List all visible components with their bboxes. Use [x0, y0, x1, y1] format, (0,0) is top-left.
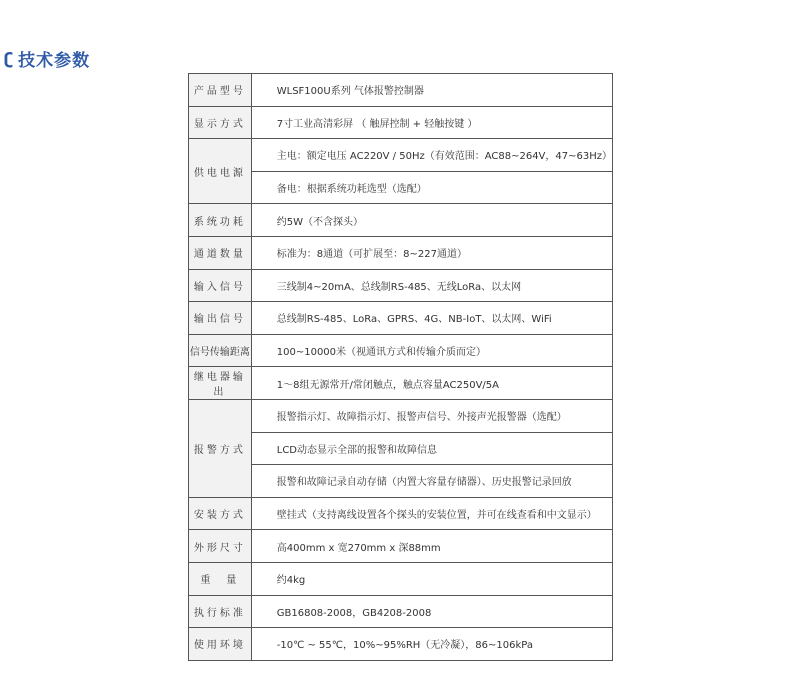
spec-value: 三线制4~20mA、总线制RS-485、无线LoRa、以太网 — [251, 269, 612, 302]
table-row — [189, 302, 613, 335]
spec-value: 报警和故障记录自动存储（内置大容量存储器）、历史报警记录回放 — [251, 465, 612, 498]
table-row — [189, 106, 613, 139]
spec-value: 备电：根据系统功耗选型（选配） — [251, 171, 612, 204]
spec-value: 约5W（不含探头） — [251, 204, 612, 237]
table-row — [189, 399, 613, 432]
table-row — [189, 74, 613, 107]
table-row — [189, 432, 613, 465]
spec-label: 供电电源 — [189, 139, 252, 204]
spec-value: 主电：额定电压 AC220V / 50Hz（有效范围：AC88~264V，47~63Hz） — [251, 139, 612, 172]
spec-value: 100~10000米（视通讯方式和传输介质而定） — [251, 334, 612, 367]
table-row — [189, 334, 613, 367]
table-row — [189, 595, 613, 628]
table-row — [189, 367, 613, 400]
spec-label: 显示方式 — [189, 106, 252, 139]
spec-value: WLSF100U系列 气体报警控制器 — [251, 74, 612, 107]
spec-value: 7寸工业高清彩屏 （ 触屏控制 + 轻触按键 ） — [251, 106, 612, 139]
spec-label: 安装方式 — [189, 497, 252, 530]
spec-value: 总线制RS-485、LoRa、GPRS、4G、NB-IoT、以太网、WiFi — [251, 302, 612, 335]
spec-label: 使用环境 — [189, 628, 252, 661]
spec-value: GB16808-2008，GB4208-2008 — [251, 595, 612, 628]
table-row — [189, 171, 613, 204]
spec-value: LCD动态显示全部的报警和故障信息 — [251, 432, 612, 465]
spec-value: 标准为：8通道（可扩展至：8~227通道） — [251, 236, 612, 269]
table-row — [189, 139, 613, 172]
table-row — [189, 628, 613, 661]
spec-table — [188, 73, 613, 661]
table-row — [189, 562, 613, 595]
section-heading — [4, 46, 90, 71]
table-row — [189, 497, 613, 530]
spec-label: 外形尺寸 — [189, 530, 252, 563]
spec-value: 报警指示灯、故障指示灯、报警声信号、外接声光报警器（选配） — [251, 399, 612, 432]
spec-value: 约4kg — [251, 562, 612, 595]
spec-label: 输出信号 — [189, 302, 252, 335]
table-row — [189, 269, 613, 302]
spec-label: 报警方式 — [189, 399, 252, 497]
section-title: 技术参数 — [18, 51, 91, 71]
spec-label: 通道数量 — [189, 236, 252, 269]
spec-label: 系统功耗 — [189, 204, 252, 237]
table-row — [189, 204, 613, 237]
spec-value: 高400mm x 宽270mm x 深88mm — [251, 530, 612, 563]
spec-label: 执行标准 — [189, 595, 252, 628]
spec-label: 继电器输出 — [189, 367, 252, 400]
spec-label: 信号传输距离 — [189, 334, 252, 367]
spec-label: 重 量 — [189, 562, 252, 595]
wrench-icon: ʗ — [4, 49, 15, 68]
spec-value: 壁挂式（支持离线设置各个探头的安装位置，并可在线查看和中文显示） — [251, 497, 612, 530]
spec-value: -10℃ ~ 55℃，10%~95%RH（无冷凝），86~106kPa — [251, 628, 612, 661]
spec-value: 1～8组无源常开/常闭触点，触点容量AC250V/5A — [251, 367, 612, 400]
table-row — [189, 530, 613, 563]
table-row — [189, 465, 613, 498]
spec-label: 产品型号 — [189, 74, 252, 107]
table-row — [189, 236, 613, 269]
spec-label: 输入信号 — [189, 269, 252, 302]
